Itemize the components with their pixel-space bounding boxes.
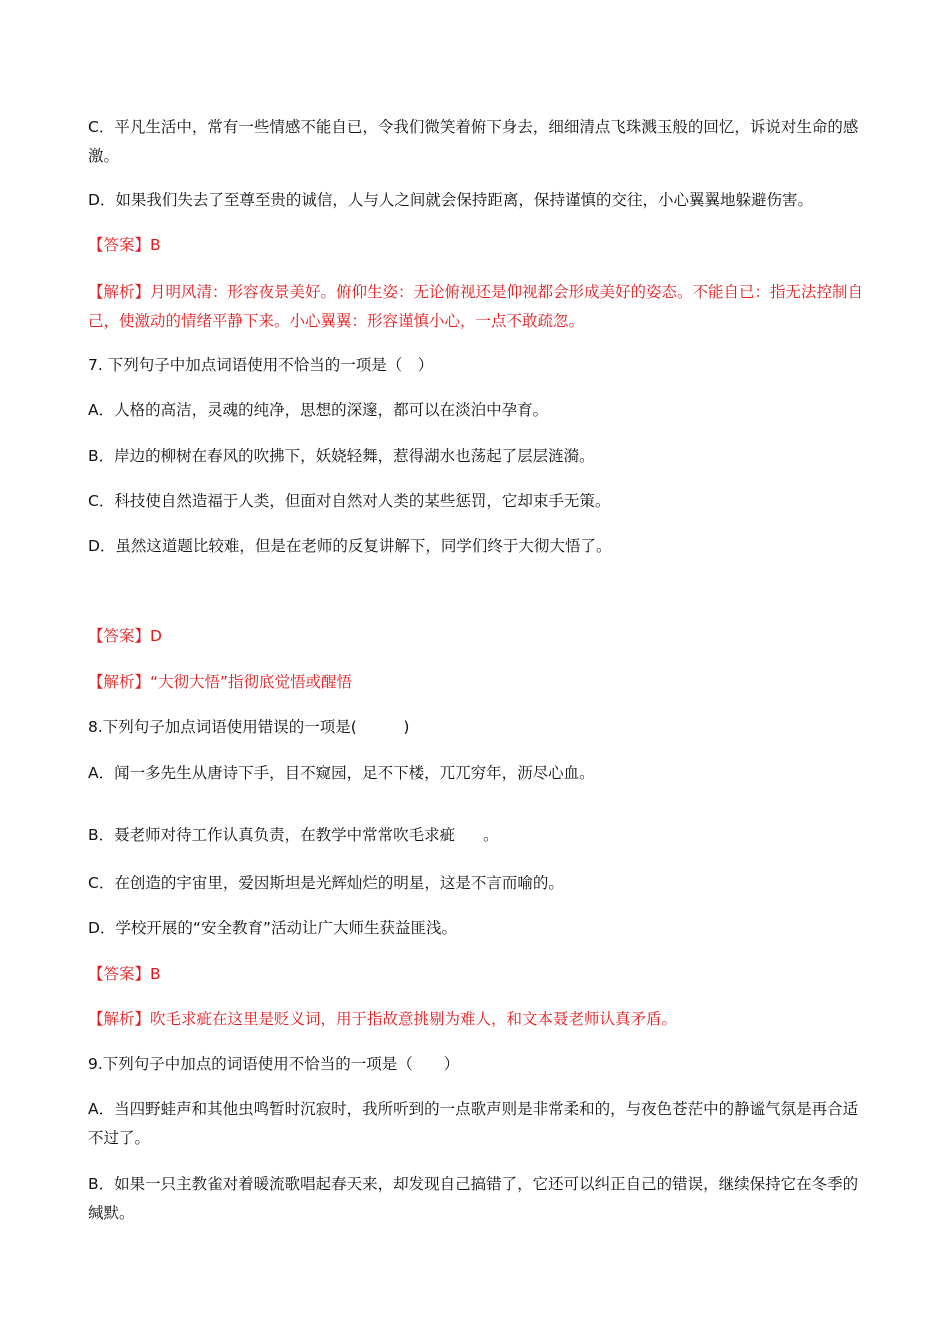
q8-option-d: D．学校开展的“安全教育”活动让广大师生获益匪浅。 (88, 919, 457, 937)
q6-option-c: C．平凡生活中，常有一些情感不能自已，令我们微笑着俯下身去，细细清点飞珠溅玉般的回忆，诉说对生命的感激。 (88, 118, 859, 165)
q6-answer: 【答案】B (88, 236, 161, 254)
q6-option-d: D．如果我们失去了至尊至贵的诚信，人与人之间就会保持距离，保持谨慎的交往，小心翼翼地躲避伤害。 (88, 191, 813, 209)
q7-answer: 【答案】D (88, 627, 162, 645)
q8-stem: 8.下列句子加点词语使用错误的一项是( ) (88, 718, 410, 736)
q9-stem: 9.下列句子中加点的词语使用不恰当的一项是（ ） (88, 1055, 460, 1073)
q6-analysis: 【解析】月明风清：形容夜景美好。俯仰生姿：无论俯视还是仰视都会形成美好的姿态。不能自已：指无法控制自己，使激动的情绪平静下来。小心翼翼：形容谨慎小心，一点不敢疏忽。 (88, 283, 864, 330)
q9-option-b: B．如果一只主教雀对着暖流歌唱起春天来，却发现自己搞错了，它还可以纠正自己的错误，继续保持它在冬季的缄默。 (88, 1175, 859, 1222)
q7-analysis: 【解析】“大彻大悟”指彻底觉悟或醒悟 (88, 673, 353, 691)
q8-answer: 【答案】B (88, 965, 161, 983)
q8-option-b (88, 821, 868, 850)
q8-option-c: C．在创造的宇宙里，爱因斯坦是光辉灿烂的明星，这是不言而喻的。 (88, 874, 564, 892)
q8-analysis: 【解析】吹毛求疵在这里是贬义词，用于指故意挑剔为难人，和文本聂老师认真矛盾。 (88, 1010, 678, 1028)
q7-option-a: A．人格的高洁，灵魂的纯净，思想的深邃，都可以在淡泊中孕育。 (88, 401, 549, 419)
q8-option-b-text: B．聂老师对待工作认真负责，在教学中常常吹毛求疵 (88, 826, 456, 844)
q7-option-b: B．岸边的柳树在春风的吹拂下，妖娆轻舞，惹得湖水也荡起了层层涟漪。 (88, 447, 595, 465)
q7-option-c: C．科技使自然造福于人类，但面对自然对人类的某些惩罚，它却束手无策。 (88, 492, 611, 510)
q7-stem: 7. 下列句子中加点词语使用不恰当的一项是（ ） (88, 356, 434, 374)
q8-option-a: A．闻一多先生从唐诗下手，目不窥园，足不下楼，兀兀穷年，沥尽心血。 (88, 764, 595, 782)
q8-option-b-end: 。 (483, 826, 499, 844)
q7-option-d: D．虽然这道题比较难，但是在老师的反复讲解下，同学们终于大彻大悟了。 (88, 537, 612, 555)
q9-option-a: A．当四野蛙声和其他虫鸣暂时沉寂时，我所听到的一点歌声则是非常柔和的，与夜色苍茫中的静谧气氛是再合适不过了。 (88, 1100, 859, 1147)
